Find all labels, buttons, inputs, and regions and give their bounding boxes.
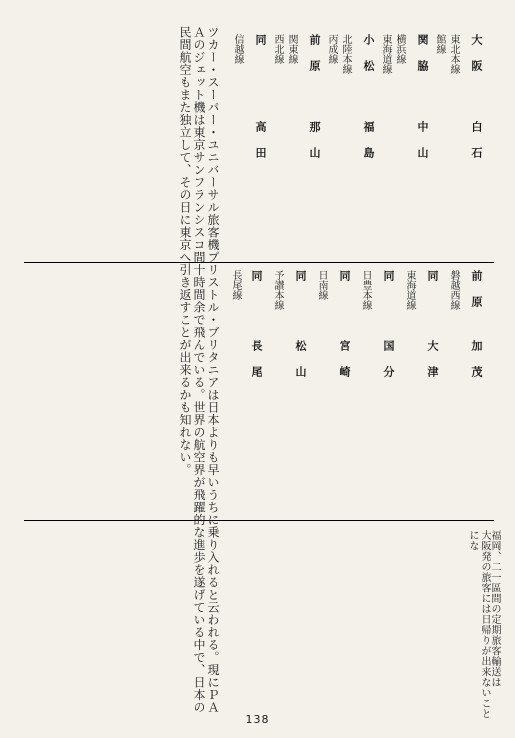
lines-label: 日南線 bbox=[316, 270, 327, 300]
station-label: 大 阪 bbox=[470, 34, 483, 72]
station-label: 那 山 bbox=[308, 121, 321, 159]
station-label: 小 松 bbox=[362, 34, 375, 72]
lines-label: 丙成線 bbox=[326, 34, 337, 64]
station-label: 高 田 bbox=[254, 121, 267, 159]
station-label: 宮 崎 bbox=[338, 340, 351, 378]
station-label: 同 bbox=[250, 270, 263, 282]
station-label: 同 bbox=[382, 270, 395, 282]
station-table-mid bbox=[230, 270, 500, 515]
station-label: 同 bbox=[338, 270, 351, 282]
lines-label: 関東線 bbox=[286, 34, 297, 64]
lines-label: 信越線 bbox=[232, 34, 243, 64]
left-body-paragraph: ツカー・スーパー・ユニバーサル旅客機プリストル・ブリタニアは日本よりも早いうちに乗り入れると云われる。現にＰＡＡのジェット機は東京サンフランシスコ間十時間余で飛んでいる。世界の航空界が飛躍的な進歩を遂げている中で、日本の民間航空もまた独立して、その日に東京へ引き返すことが出来るかも知れない。 bbox=[178, 26, 220, 714]
lines-label: 東海道線 bbox=[404, 270, 415, 310]
lines-label: 東北本線 bbox=[448, 34, 459, 74]
lines-label: 長尾線 bbox=[230, 270, 241, 300]
right-body-text bbox=[330, 530, 500, 720]
lines-label: 磐越西線 bbox=[448, 270, 459, 310]
station-table bbox=[230, 26, 500, 261]
lines-label: 東海道線 bbox=[380, 34, 391, 74]
station-label: 中 山 bbox=[416, 121, 429, 159]
station-label: 前 原 bbox=[470, 270, 483, 308]
station-label: 同 bbox=[294, 270, 307, 282]
station-label: 国 分 bbox=[382, 340, 395, 378]
middle-body-paragraph: 大阪発の旅客には日帰りが出来ないことにな bbox=[467, 530, 490, 719]
lines-label: 予讃本線 bbox=[272, 270, 283, 310]
lines-label: 西北線 bbox=[272, 34, 283, 64]
lines-label: 北陸本線 bbox=[340, 34, 351, 74]
station-label: 松 山 bbox=[294, 340, 307, 378]
station-label: 加 茂 bbox=[470, 340, 483, 378]
right-body-paragraph: 福岡、二一區間の定期旅客輸送は bbox=[489, 530, 500, 688]
page-number: 138 bbox=[245, 713, 270, 726]
lines-label: 横浜線 bbox=[394, 34, 405, 64]
station-label: 前 原 bbox=[308, 34, 321, 72]
station-label: 大 津 bbox=[426, 340, 439, 378]
station-label: 関 脇 bbox=[416, 34, 429, 72]
station-label: 長 尾 bbox=[250, 340, 263, 378]
left-body-text bbox=[20, 26, 220, 716]
station-label: 福 島 bbox=[362, 121, 375, 159]
station-label: 同 bbox=[426, 270, 439, 282]
station-label: 白 石 bbox=[470, 121, 483, 159]
lines-label: 日豊本線 bbox=[360, 270, 371, 310]
lines-label: 館線 bbox=[434, 34, 445, 54]
station-label: 同 bbox=[254, 34, 267, 46]
